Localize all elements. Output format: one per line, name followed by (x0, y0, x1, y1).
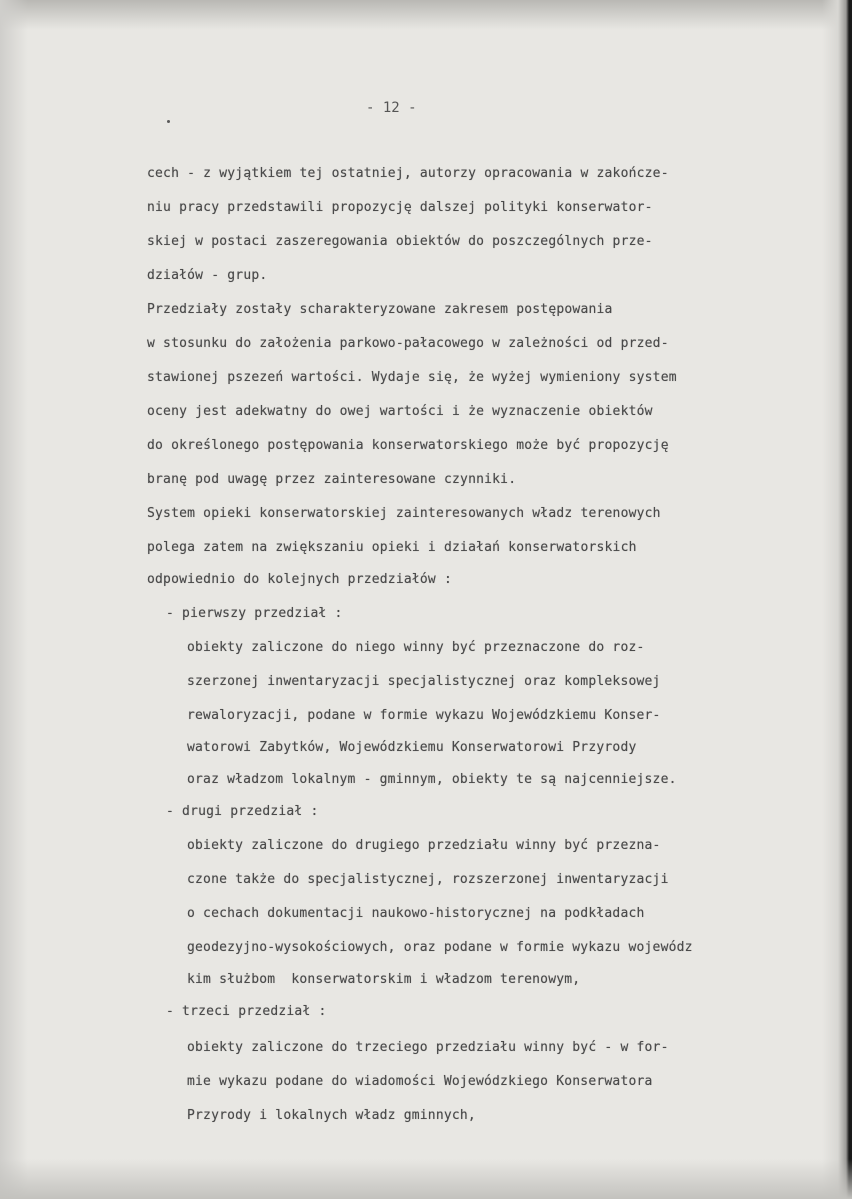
list-heading: - pierwszy przedział : (166, 606, 343, 621)
text-line: branę pod uwagę przez zainteresowane czynniki. (147, 472, 517, 487)
text-line: oraz władzom lokalnym - gminnym, obiekty te są najcenniejsze. (187, 772, 677, 787)
text-line: niu pracy przedstawili propozycję dalszej polityki konserwator- (147, 200, 653, 215)
text-line: obiekty zaliczone do niego winny być przeznaczone do roz- (187, 640, 645, 655)
scan-top-shadow (0, 0, 852, 30)
list-heading: - drugi przedział : (166, 804, 319, 819)
text-line: w stosunku do założenia parkowo-pałacowego w zależności od przed- (147, 336, 669, 351)
text-line: obiekty zaliczone do trzeciego przedziału winny być - w for- (187, 1040, 669, 1055)
text-line: odpowiednio do kolejnych przedziałów : (147, 572, 453, 587)
text-line: obiekty zaliczone do drugiego przedziału winny być przezna- (187, 838, 661, 853)
page-number: - 12 - (366, 100, 417, 116)
stray-mark (167, 120, 170, 123)
list-heading: - trzeci przedział : (166, 1004, 327, 1019)
scan-bottom-shadow (0, 1159, 852, 1199)
text-line: kim służbom konserwatorskim i władzom terenowym, (187, 972, 581, 987)
text-line: do określonego postępowania konserwatorskiego może być propozycję (147, 438, 669, 453)
scan-left-shadow (0, 0, 28, 1199)
text-line: geodezyjno-wysokościowych, oraz podane w formie wykazu wojewódz (187, 940, 693, 955)
text-line: oceny jest adekwatny do owej wartości i że wyznaczenie obiektów (147, 404, 653, 419)
text-line: Przyrody i lokalnych władz gminnych, (187, 1108, 476, 1123)
text-line: o cechach dokumentacji naukowo-historycznej na podkładach (187, 906, 645, 921)
text-line: mie wykazu podane do wiadomości Wojewódzkiego Konserwatora (187, 1074, 653, 1089)
text-line: działów - grup. (147, 268, 268, 283)
text-line: stawionej pszezeń wartości. Wydaje się, że wyżej wymieniony system (147, 370, 677, 385)
scan-right-edge (822, 0, 852, 1199)
text-line: czone także do specjalistycznej, rozszerzonej inwentaryzacji (187, 872, 669, 887)
text-line: cech - z wyjątkiem tej ostatniej, autorzy opracowania w zakończe- (147, 166, 669, 181)
text-line: polega zatem na zwiększaniu opieki i działań konserwatorskich (147, 540, 637, 555)
text-line: System opieki konserwatorskiej zainteresowanych władz terenowych (147, 506, 661, 521)
text-line: Przedziały zostały scharakteryzowane zakresem postępowania (147, 302, 613, 317)
text-line: watorowi Zabytków, Wojewódzkiemu Konserwatorowi Przyrody (187, 740, 637, 755)
text-line: skiej w postaci zaszeregowania obiektów do poszczególnych prze- (147, 234, 653, 249)
text-line: rewaloryzacji, podane w formie wykazu Wojewódzkiemu Konser- (187, 708, 661, 723)
text-line: szerzonej inwentaryzacji specjalistycznej oraz kompleksowej (187, 674, 661, 689)
